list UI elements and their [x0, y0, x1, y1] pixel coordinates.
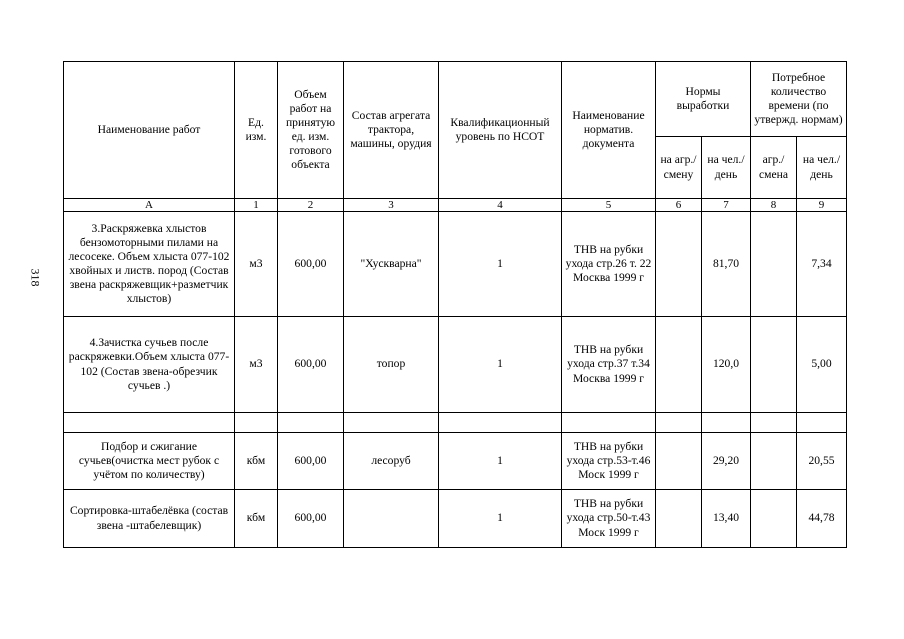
table-row — [64, 212, 847, 317]
column-number: А — [64, 199, 235, 212]
column-number: 6 — [656, 199, 702, 212]
page-number: 318 — [28, 268, 43, 287]
time-agr — [751, 433, 797, 490]
table-row — [64, 490, 847, 548]
norm-agr — [656, 212, 702, 317]
time-person: 44,78 — [797, 490, 847, 548]
composition: лесоруб — [344, 433, 439, 490]
norm-agr — [656, 433, 702, 490]
norm-person: 120,0 — [702, 317, 751, 413]
work-name: 4.Зачистка сучьев после раскряжевки.Объем хлыста 077-102 (Состав звена-обрезчик сучьев .) — [64, 317, 235, 413]
header-volume: Объем работ на принятую ед. изм. готового объекта — [278, 62, 344, 199]
header-norms-agr: на агр./ смену — [656, 137, 702, 199]
time-agr — [751, 317, 797, 413]
header-name: Наименование работ — [64, 62, 235, 199]
header-time: Потребное количество времени (по утвержд. нормам) — [751, 62, 847, 137]
volume: 600,00 — [278, 212, 344, 317]
composition — [344, 490, 439, 548]
header-norms: Нормы выработки — [656, 62, 751, 137]
qualification: 1 — [439, 433, 562, 490]
document: ТНВ на рубки ухода стр.53-т.46 Моск 1999 г — [562, 433, 656, 490]
volume: 600,00 — [278, 433, 344, 490]
column-number: 7 — [702, 199, 751, 212]
time-agr — [751, 490, 797, 548]
column-number: 3 — [344, 199, 439, 212]
volume: 600,00 — [278, 490, 344, 548]
unit: кбм — [235, 490, 278, 548]
header-unit: Ед. изм. — [235, 62, 278, 199]
work-name: Подбор и сжигание сучьев(очистка мест рубок с учётом по количеству) — [64, 433, 235, 490]
time-person: 5,00 — [797, 317, 847, 413]
time-agr — [751, 212, 797, 317]
column-number: 1 — [235, 199, 278, 212]
column-number: 8 — [751, 199, 797, 212]
volume: 600,00 — [278, 317, 344, 413]
norm-person: 13,40 — [702, 490, 751, 548]
composition: "Хускварна" — [344, 212, 439, 317]
header-document: Наименование норматив. документа — [562, 62, 656, 199]
column-number: 5 — [562, 199, 656, 212]
time-person: 20,55 — [797, 433, 847, 490]
work-name: Сортировка-штабелёвка (состав звена -штабелевщик) — [64, 490, 235, 548]
table-row — [64, 317, 847, 413]
document: ТНВ на рубки ухода стр.26 т. 22 Москва 1999 г — [562, 212, 656, 317]
unit: м3 — [235, 212, 278, 317]
empty-row — [64, 413, 847, 433]
norm-person: 29,20 — [702, 433, 751, 490]
norm-agr — [656, 317, 702, 413]
unit: кбм — [235, 433, 278, 490]
column-number: 2 — [278, 199, 344, 212]
qualification: 1 — [439, 317, 562, 413]
column-number: 9 — [797, 199, 847, 212]
work-name: 3.Раскряжевка хлыстов бензомоторными пилами на лесосеке. Объем хлыста 077-102 хвойных и листв. пород (Состав звена раскряжевщик+разметчик хлыстов) — [64, 212, 235, 317]
header-time-person: на чел./ день — [797, 137, 847, 199]
qualification: 1 — [439, 212, 562, 317]
unit: м3 — [235, 317, 278, 413]
norm-agr — [656, 490, 702, 548]
header-time-agr: агр./ смена — [751, 137, 797, 199]
header-norms-person: на чел./ день — [702, 137, 751, 199]
table-row — [64, 433, 847, 490]
document: ТНВ на рубки ухода стр.37 т.34 Москва 1999 г — [562, 317, 656, 413]
work-norms-table — [63, 61, 847, 548]
header-composition: Состав агрегата трактора, машины, орудия — [344, 62, 439, 199]
qualification: 1 — [439, 490, 562, 548]
column-number: 4 — [439, 199, 562, 212]
column-number-row — [64, 199, 847, 212]
document: ТНВ на рубки ухода стр.50-т.43 Моск 1999 г — [562, 490, 656, 548]
norm-person: 81,70 — [702, 212, 751, 317]
composition: топор — [344, 317, 439, 413]
header-qualification: Квалификационный уровень по НСОТ — [439, 62, 562, 199]
time-person: 7,34 — [797, 212, 847, 317]
